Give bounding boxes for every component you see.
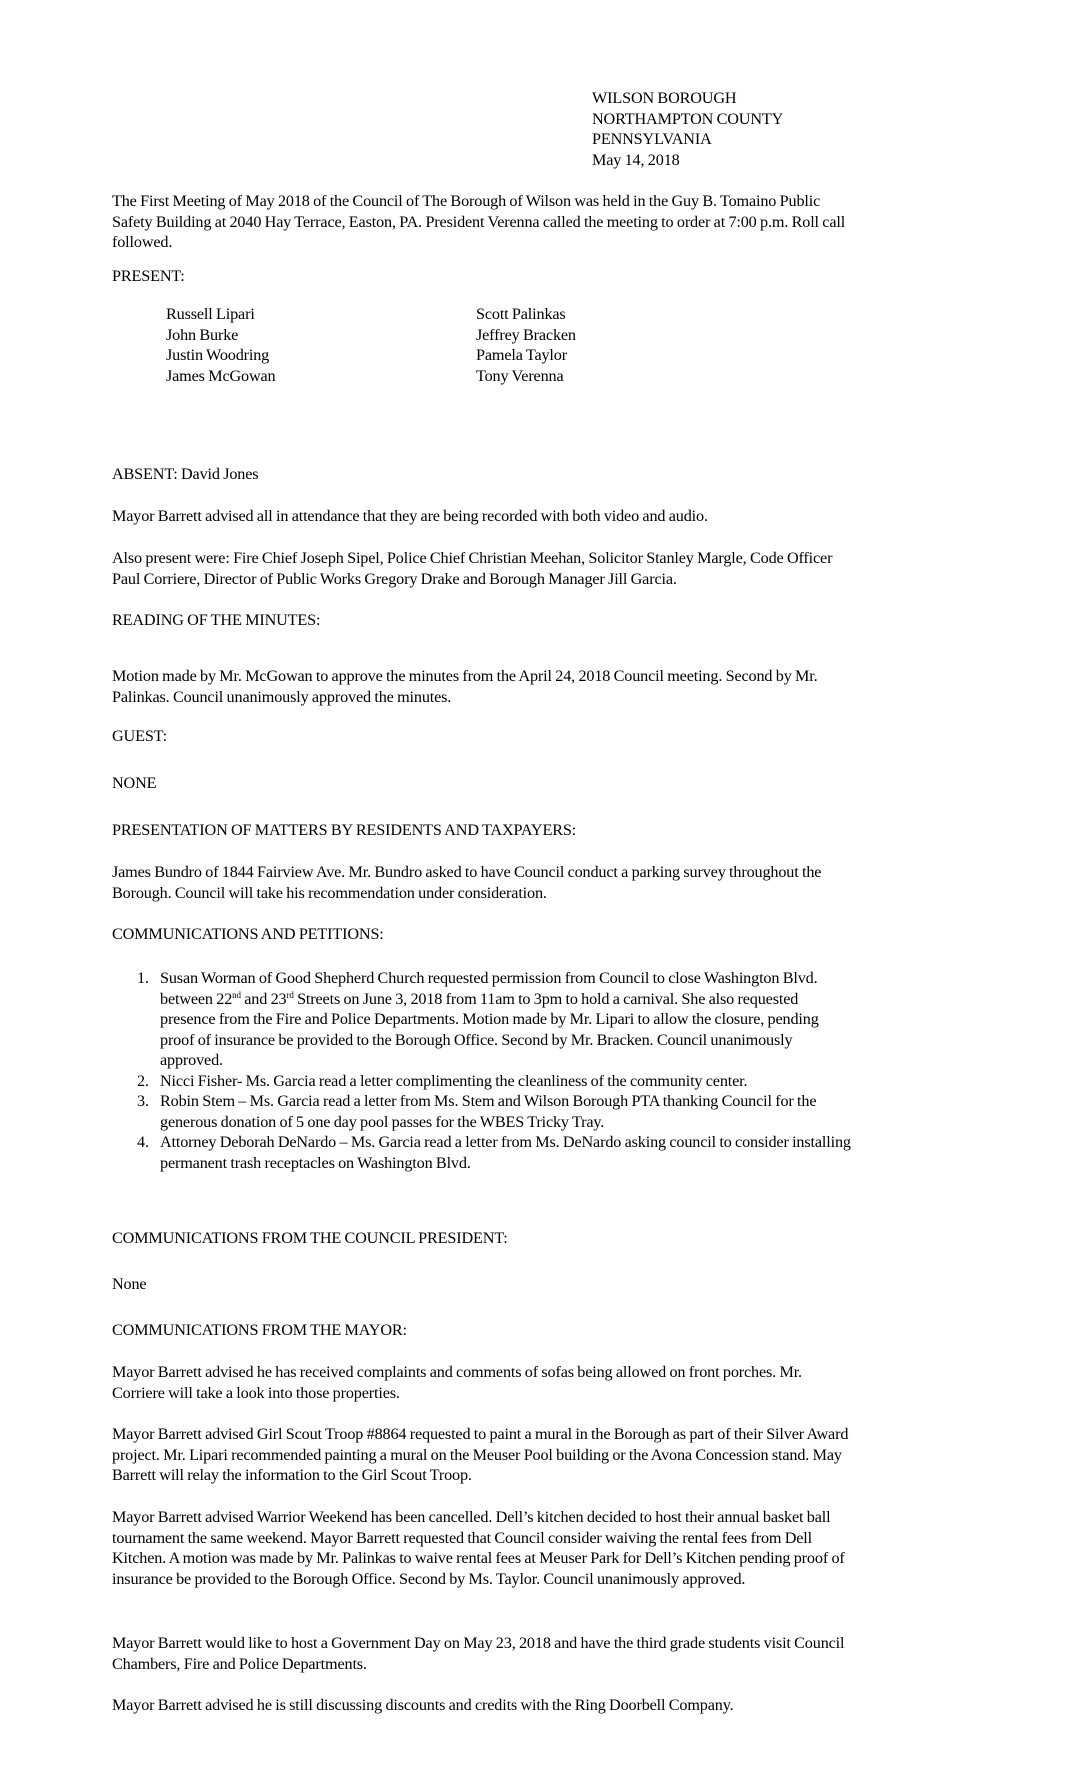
mayor-paragraph: Mayor Barrett advised Warrior Weekend has been cancelled. Dell’s kitchen decided to host their annual basket ball tournament the same weekend. Mayor Barrett requested that Council consider waiving the rental fees from Dell Kitchen. A motion was made by Mr. Palinkas to waive rental fees at Meuser Park for Dell’s Kitchen pending proof of insurance be provided to the Borough Office. Second by Ms. Taylor. Council unanimously approved. (112, 1508, 845, 1588)
communication-item (112, 1132, 852, 1173)
reading-minutes-text: Motion made by Mr. McGowan to approve the minutes from the April 24, 2018 Council meeting. Second by Mr. Palinkas. Council unanimously approved the minutes. (112, 667, 818, 706)
document-header (592, 88, 783, 170)
item-text: Robin Stem – Ms. Garcia read a letter from Ms. Stem and Wilson Borough PTA thanking Council for the generous donation of 5 one day pool passes for the WBES Tricky Tray. (160, 1092, 817, 1131)
communications-list (112, 968, 852, 1173)
residents-text: James Bundro of 1844 Fairview Ave. Mr. Bundro asked to have Council conduct a parking survey throughout the Borough. Council will take his recommendation under consideration. (112, 863, 822, 902)
mayor-paragraph: Mayor Barrett would like to host a Government Day on May 23, 2018 and have the third grade students visit Council Chambers, Fire and Police Departments. (112, 1634, 845, 1673)
president-text: None (112, 1275, 147, 1293)
communication-item (112, 1071, 852, 1092)
header-borough: WILSON BOROUGH (592, 89, 737, 107)
member-name: James McGowan (166, 366, 276, 385)
member-name: Jeffrey Bracken (476, 325, 576, 344)
header-state: PENNSYLVANIA (592, 130, 712, 148)
mayor-paragraph: Mayor Barrett advised he is still discussing discounts and credits with the Ring Doorbell Company. (112, 1696, 734, 1714)
member-name: Tony Verenna (476, 366, 564, 385)
member-name: Pamela Taylor (476, 346, 567, 364)
recording-notice: Mayor Barrett advised all in attendance that they are being recorded with both video and audio. (112, 507, 708, 525)
guest-heading: GUEST: (112, 727, 167, 745)
header-county: NORTHAMPTON COUNTY (592, 109, 784, 128)
mayor-paragraph: Mayor Barrett advised Girl Scout Troop #8864 requested to paint a mural in the Borough as part of their Silver Award project. Mr. Lipari recommended painting a mural on the Meuser Pool building or the Avona Concession stand. May Barrett will relay the information to the Girl Scout Troop. (112, 1425, 849, 1484)
mayor-paragraph: Mayor Barrett advised he has received complaints and comments of sofas being allowed on front porches. Mr. Corriere will take a look into those properties. (112, 1363, 802, 1402)
present-left-column (166, 304, 276, 386)
intro-paragraph: The First Meeting of May 2018 of the Council of The Borough of Wilson was held in the Guy B. Tomaino Public Safety Building at 2040 Hay Terrace, Easton, PA. President Verenna called the meeting to order at 7:00 p.m. Roll call followed. (112, 192, 846, 251)
present-heading: PRESENT: (112, 267, 185, 285)
item-text-part: Susan Worman of Good Shepherd Church requested permission from Council to close Washington Blvd. between 22 (160, 969, 818, 1008)
member-name: John Burke (166, 325, 239, 344)
mayor-heading: COMMUNICATIONS FROM THE MAYOR: (112, 1321, 407, 1339)
item-number: 3. (137, 1092, 149, 1110)
reading-minutes-heading: READING OF THE MINUTES: (112, 611, 321, 629)
communication-item (112, 1091, 852, 1132)
member-name: Justin Woodring (166, 346, 270, 364)
item-number: 2. (137, 1071, 149, 1090)
item-text: Attorney Deborah DeNardo – Ms. Garcia read a letter from Ms. DeNardo asking council to consider installing permanent trash receptacles on Washington Blvd. (160, 1133, 851, 1172)
present-right-column (476, 304, 576, 386)
item-number: 1. (137, 969, 149, 987)
president-heading: COMMUNICATIONS FROM THE COUNCIL PRESIDENT: (112, 1229, 508, 1247)
ordinal-suffix: rd (286, 989, 294, 1000)
communication-item (112, 968, 852, 1071)
header-date: May 14, 2018 (592, 150, 680, 169)
item-text: Nicci Fisher- Ms. Garcia read a letter complimenting the cleanliness of the community center. (160, 1071, 748, 1090)
item-text-part: Streets on June 3, 2018 from 11am to 3pm to hold a carnival. She also requested presence from the Fire and Police Departments. Motion made by Mr. Lipari to allow the closure, pending proof of insurance be provided to the Borough Office. Second by Mr. Bracken. Council unanimously approved. (160, 989, 819, 1069)
ordinal-suffix: nd (232, 989, 241, 1000)
item-text-part: and 23 (240, 989, 287, 1008)
residents-heading: PRESENTATION OF MATTERS BY RESIDENTS AND TAXPAYERS: (112, 821, 577, 839)
also-present-paragraph: Also present were: Fire Chief Joseph Sipel, Police Chief Christian Meehan, Solicitor Stanley Margle, Code Officer Paul Corriere, Director of Public Works Gregory Drake and Borough Manager Jill Garcia. (112, 549, 833, 588)
absent-line: ABSENT: David Jones (112, 465, 259, 483)
item-number: 4. (137, 1133, 149, 1151)
communications-heading: COMMUNICATIONS AND PETITIONS: (112, 925, 384, 943)
member-name: Russell Lipari (166, 305, 255, 323)
member-name: Scott Palinkas (476, 305, 566, 323)
guest-text: NONE (112, 774, 157, 792)
